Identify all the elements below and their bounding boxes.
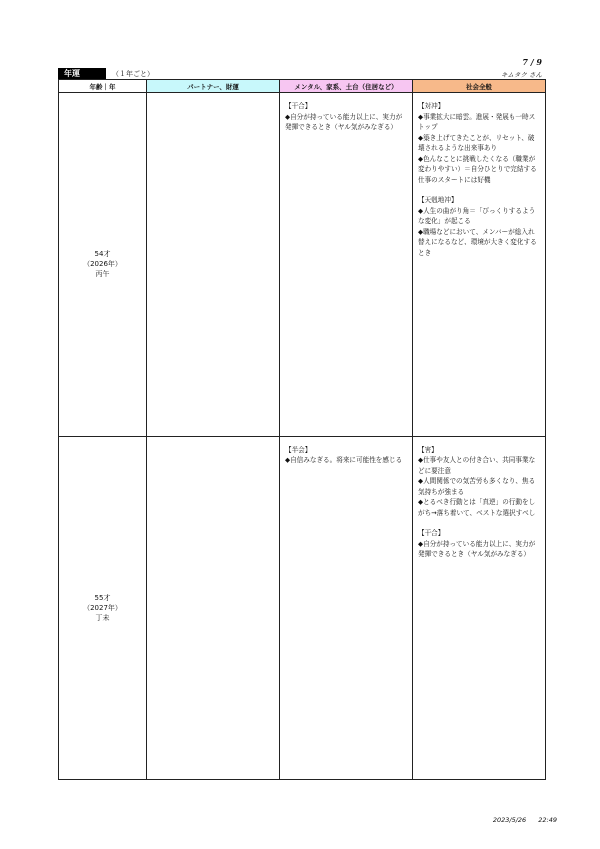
age-year: （2026年） [83,260,122,269]
block-line: ◆自信みなぎる。将来に可能性を感じる [285,456,403,464]
column-header-partner: パートナー、財運 [147,80,280,93]
block-title: 【害】 [418,445,438,454]
section-title: 年運 [58,68,106,79]
mental-cell [280,436,413,780]
age-age: 54才 [94,250,111,259]
society-block [418,101,540,185]
page-number: 7 / 9 [522,57,542,67]
partner-cell [147,93,280,437]
client-name: キムタク さん [500,71,542,79]
society-block [418,195,540,258]
age-cell [59,436,147,780]
column-header-society: 社会全般 [413,80,546,93]
age-age: 55才 [94,593,111,602]
table-row [59,436,546,780]
footer-timestamp [483,816,557,824]
block-line: ◆色んなことに挑戦したくなる（職業が変わりやすい）＝自分ひとりで完結する仕事のスタートには好機 [418,154,537,184]
column-header-age: 年齢｜年 [59,80,147,93]
block-line: ◆人生の曲がり角＝「びっくりするような変化」が起こる [418,206,536,225]
yearly-fortune-table [58,79,546,780]
block-line: ◆築き上げてきたことが、リセット、破壊されるような出来事あり [418,133,535,152]
footer-time: 22:49 [538,816,557,824]
block-line: ◆事業拡大に暗雲。進展・発展も一時ストップ [418,112,536,131]
block-title: 【干合】 [285,102,312,110]
age-eto: 丁未 [95,613,110,622]
section-subtitle: （１年ごと） [112,69,154,78]
block-line: ◆人間関係での気苦労も多くなり、焦る気持ちが強まる [418,477,536,496]
society-cell [413,436,546,780]
mental-block [285,101,407,133]
society-block [418,528,540,560]
table-row [59,93,546,437]
block-line: ◆とるべき行動とは「真逆」の行動をしがち→落ち着いて、ベストな選択すべし [418,498,536,517]
age-eto: 丙午 [95,270,110,279]
header-row [59,80,546,93]
block-line: ◆仕事や友人との付き合い、共同事業などに要注意 [418,456,536,475]
block-line: ◆自分が持っている能力以上に、実力が発揮できるとき（ヤル気がみなぎる） [418,539,536,558]
block-line: ◆自分が持っている能力以上に、実力が発揮できるとき（ヤル気がみなぎる） [285,112,403,131]
mental-cell [280,93,413,437]
mental-block [285,445,407,466]
age-year: （2027年） [83,603,122,612]
column-header-mental: メンタル、家系、土台（住居など） [280,80,413,93]
section-header [58,68,154,79]
block-title: 【対冲】 [418,102,445,110]
society-block [418,445,540,519]
block-line: ◆職場などにおいて、メンバーが総入れ替えになるなど、環境が大きく変化するとき [418,227,537,257]
society-cell [413,93,546,437]
block-title: 【半会】 [285,445,312,454]
block-title: 【干合】 [418,529,445,537]
footer-date: 2023/5/26 [492,816,527,824]
age-cell [59,93,147,437]
partner-cell [147,436,280,780]
block-title: 【天剋地冲】 [418,196,458,204]
